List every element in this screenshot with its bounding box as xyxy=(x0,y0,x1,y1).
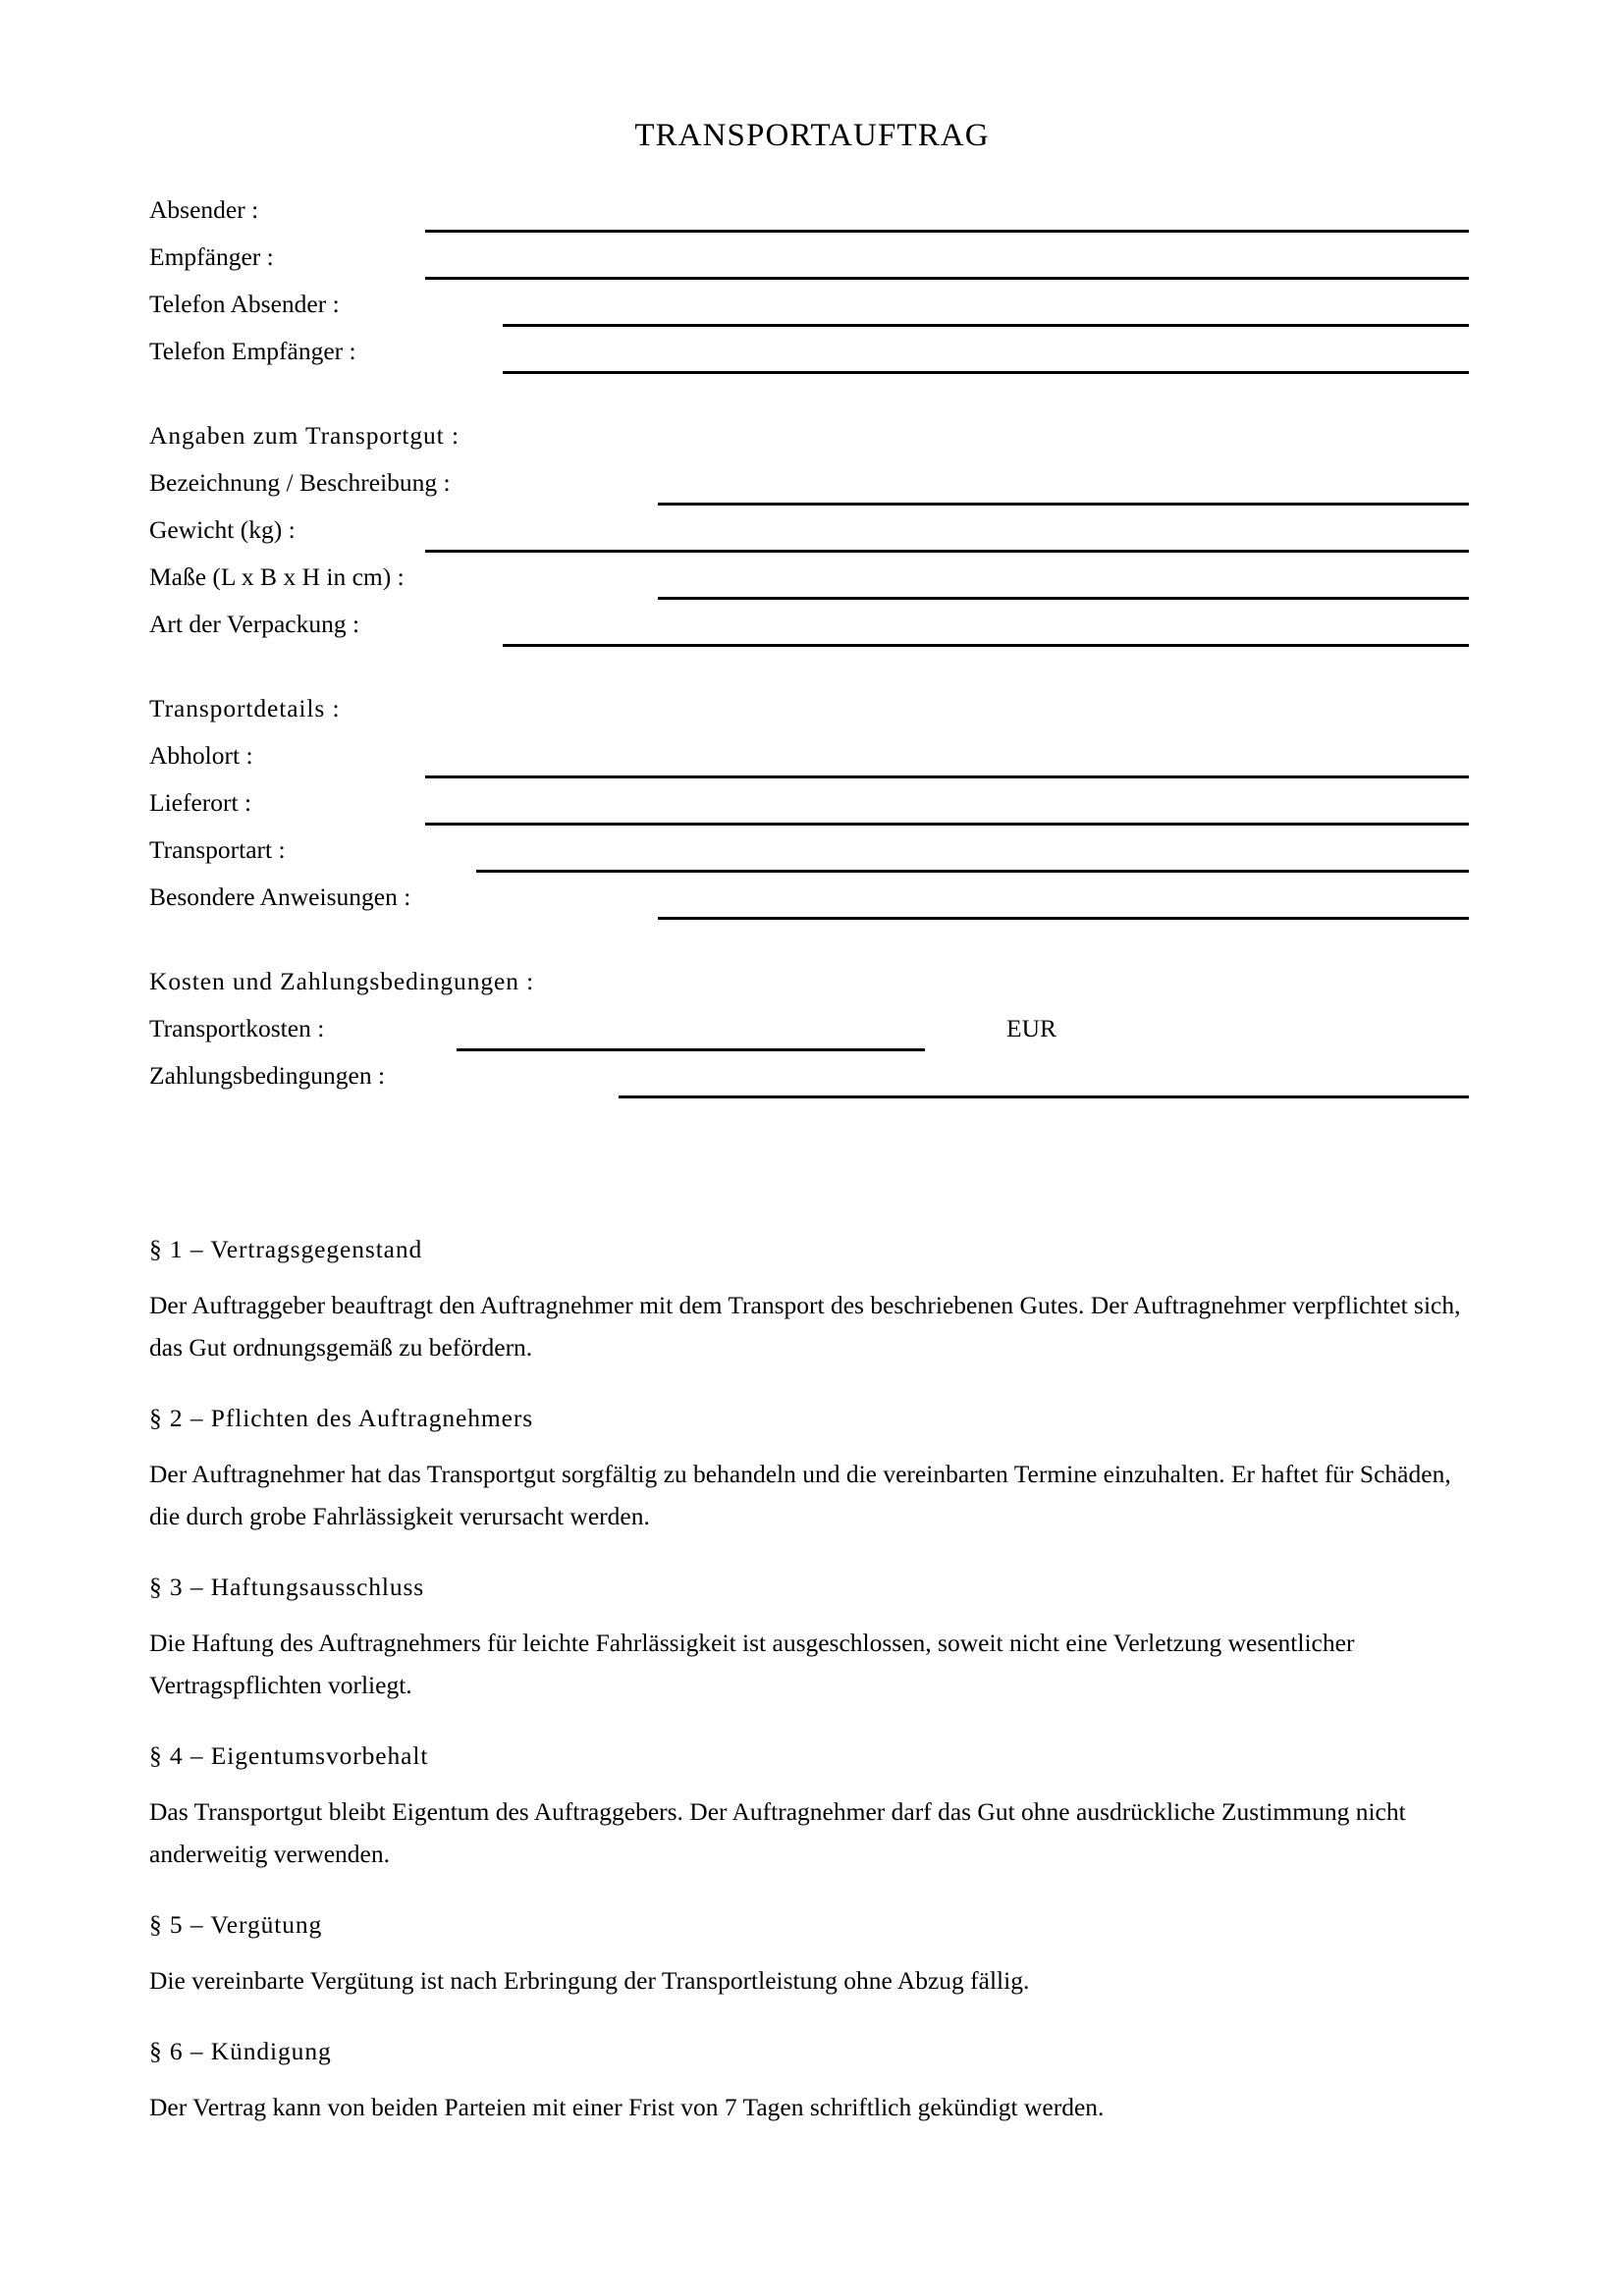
form-row xyxy=(149,786,1475,833)
section-heading-label: Kosten und Zahlungsbedingungen : xyxy=(149,967,535,995)
clause-title: § 6 – Kündigung xyxy=(149,2037,332,2065)
clause-title: § 5 – Vergütung xyxy=(149,1910,323,1939)
field-label: Lieferort : xyxy=(149,788,252,817)
clause-body: Der Vertrag kann von beiden Parteien mit einer Frist von 7 Tagen schriftlich gekündigt werden. xyxy=(149,2093,1105,2121)
form-fields-block xyxy=(149,193,1475,1106)
field-label: Besondere Anweisungen : xyxy=(149,882,411,911)
contract-clauses xyxy=(149,1233,1475,2162)
field-label: Bezeichnung / Beschreibung : xyxy=(149,468,451,497)
section-spacer xyxy=(149,382,1475,419)
form-row xyxy=(149,739,1475,786)
clause xyxy=(149,1402,1475,1537)
document-title: TRANSPORTAUFTRAG xyxy=(634,118,990,153)
form-row xyxy=(149,335,1475,382)
clause-title: § 1 – Vertragsgegenstand xyxy=(149,1235,423,1263)
field-label: Abholort : xyxy=(149,741,253,770)
field-input-line[interactable] xyxy=(425,550,1469,553)
field-label: Absender : xyxy=(149,195,259,224)
form-row xyxy=(149,288,1475,335)
form-row xyxy=(149,833,1475,881)
section-spacer xyxy=(149,928,1475,965)
field-label: Telefon Empfänger : xyxy=(149,337,356,365)
section-heading-label: Angaben zum Transportgut : xyxy=(149,421,460,450)
form-row xyxy=(149,1012,1475,1059)
field-label: Gewicht (kg) : xyxy=(149,515,296,544)
field-input-line[interactable] xyxy=(658,597,1469,600)
field-input-line[interactable] xyxy=(658,503,1469,506)
form-row xyxy=(149,466,1475,513)
field-label: Art der Verpackung : xyxy=(149,610,360,638)
clause-body: Der Auftragnehmer hat das Transportgut sorgfältig zu behandeln und die vereinbarten Termine einzuhalten. Er haftet für Schäden, die durch grobe Fahrlässigkeit verursacht werden. xyxy=(149,1460,1451,1530)
field-label: Transportart : xyxy=(149,835,286,864)
field-label: Zahlungsbedingungen : xyxy=(149,1061,386,1090)
clause-title: § 3 – Haftungsausschluss xyxy=(149,1573,425,1601)
field-input-line[interactable] xyxy=(476,870,1469,873)
field-input-line[interactable] xyxy=(425,775,1469,778)
section-heading-transportgut xyxy=(149,419,1475,466)
clause xyxy=(149,1908,1475,2002)
clause xyxy=(149,1571,1475,1706)
section-spacer xyxy=(149,655,1475,692)
clause-body: Die vereinbarte Vergütung ist nach Erbringung der Transportleistung ohne Abzug fällig. xyxy=(149,1966,1030,1995)
field-label: Maße (L x B x H in cm) : xyxy=(149,562,405,591)
field-input-line[interactable] xyxy=(457,1048,925,1051)
section-heading-label: Transportdetails : xyxy=(149,694,341,722)
field-input-line[interactable] xyxy=(503,324,1469,327)
field-label: Transportkosten : xyxy=(149,1014,325,1042)
clause-title: § 4 – Eigentumsvorbehalt xyxy=(149,1741,429,1770)
field-input-line[interactable] xyxy=(503,371,1469,374)
clause xyxy=(149,2035,1475,2128)
clause xyxy=(149,1739,1475,1875)
clause-body: Das Transportgut bleibt Eigentum des Auftraggebers. Der Auftragnehmer darf das Gut ohne ausdrückliche Zustimmung nicht anderweitig verwenden. xyxy=(149,1797,1406,1868)
field-input-line[interactable] xyxy=(425,277,1469,280)
clause-title: § 2 – Pflichten des Auftragnehmers xyxy=(149,1404,534,1432)
section-heading-transportdetails xyxy=(149,692,1475,739)
field-label: Empfänger : xyxy=(149,242,274,271)
form-row xyxy=(149,561,1475,608)
form-row xyxy=(149,1059,1475,1106)
form-row xyxy=(149,240,1475,288)
form-row xyxy=(149,881,1475,928)
clause-body: Der Auftraggeber beauftragt den Auftragnehmer mit dem Transport des beschriebenen Gutes. Der Auftragnehmer verpflichtet sich, das Gut ordnungsgemäß zu befördern. xyxy=(149,1291,1461,1362)
form-row xyxy=(149,608,1475,655)
field-input-line[interactable] xyxy=(503,644,1469,647)
clause-body: Die Haftung des Auftragnehmers für leichte Fahrlässigkeit ist ausgeschlossen, soweit nicht eine Verletzung wesentlicher Vertragspflichten vorliegt. xyxy=(149,1629,1355,1699)
field-input-line[interactable] xyxy=(425,823,1469,826)
clause xyxy=(149,1233,1475,1368)
form-row xyxy=(149,193,1475,240)
form-row xyxy=(149,513,1475,561)
section-heading-kosten xyxy=(149,965,1475,1012)
field-input-line[interactable] xyxy=(425,230,1469,233)
currency-unit-label: EUR xyxy=(1006,1014,1056,1042)
field-label: Telefon Absender : xyxy=(149,290,340,318)
field-input-line[interactable] xyxy=(658,917,1469,920)
field-input-line[interactable] xyxy=(619,1095,1469,1098)
